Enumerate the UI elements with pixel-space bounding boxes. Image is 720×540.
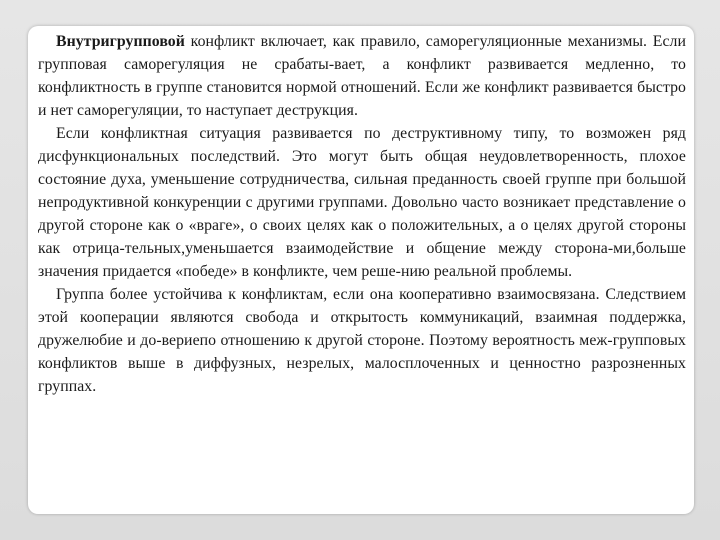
paragraph-text: Если конфликтная ситуация развивается по деструктивному типу, то возможен ряд дисфункциональных последствий. Это могут быть общая неудовлетворенность, плохое состояние духа, уменьшение сотрудничества, сильная преданность своей группе при большой непродуктивной конкуренции с другими группами. Довольно часто возникает представление о другой стороне как о «враге», о своих целях как о положительных, а о целях другой стороны как отрица-тельных,уменьшается взаимодействие и общение между сторона-ми,больше значения придается «победе» в конфликте, чем реше-нию реальной проблемы. xyxy=(38,125,686,280)
paragraph-text: Группа более устойчива к конфликтам, если она кооперативно взаимосвязана. Следствием этой кооперации являются свобода и открытость коммуникаций, взаимная поддержка, дружелюбие и до-вериепо отношению к другой стороне. Поэтому вероятность меж-групповых конфликтов выше в диффузных, незрелых, малосплоченных и ценностно разрозненных группах. xyxy=(38,286,686,395)
paragraph-intragroup-conflict xyxy=(38,30,686,122)
paragraph-destructive-consequences xyxy=(38,122,686,283)
paragraph-text: конфликт включает, как правило, саморегуляционные механизмы. Если групповая саморегуляция не срабаты-вает, а конфликт развивается медленно, то конфликтность в группе становится нормой отношений. Если же конфликт развивается быстро и нет саморегуляции, то наступает деструкция. xyxy=(38,33,686,119)
slide-content-card xyxy=(28,26,694,514)
paragraph-lead-term: Внутригрупповой xyxy=(56,33,185,50)
paragraph-cooperative-groups xyxy=(38,283,686,398)
